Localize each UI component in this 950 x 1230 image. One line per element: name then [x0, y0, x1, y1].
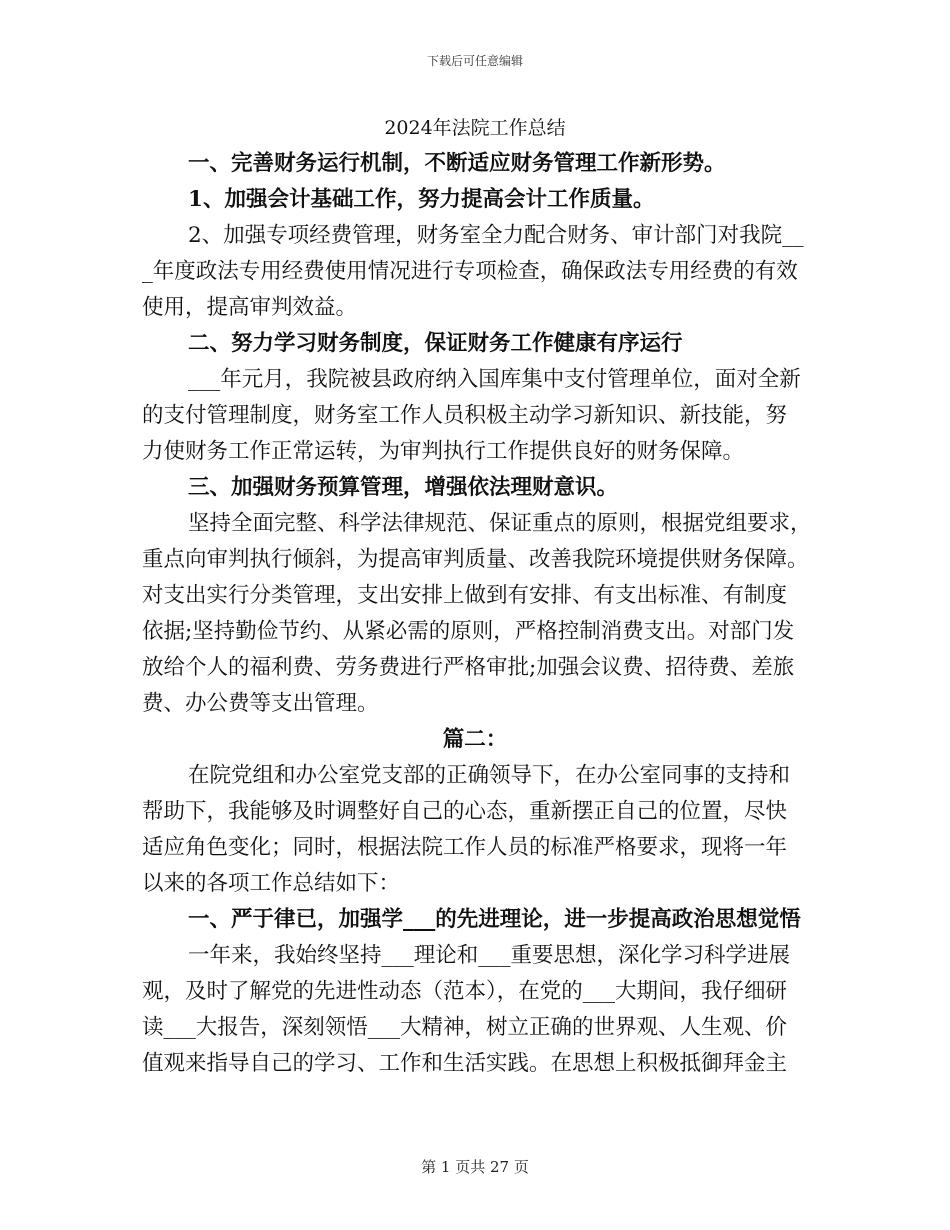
page-number: 第 1 页共 27 页 [421, 1158, 529, 1176]
paragraph-line: 重点向审判执行倾斜，为提高审判质量、改善我院环境提供财务保障。 [142, 547, 809, 572]
paragraph-line: 观，及时了解党的先进性动态（范本），在党的___大期间，我仔细研 [142, 979, 788, 1004]
paragraph-line: 读___大报告，深刻领悟___大精神，树立正确的世界观、人生观、价 [142, 1015, 788, 1040]
paragraph-line: 2、加强专项经费管理，财务室全力配合财务、审计部门对我院__ [188, 223, 804, 248]
paragraph-line: 一年来，我始终坚持___理论和___重要思想，深化学习科学进展 [188, 943, 791, 968]
section-heading-line: 三、加强财务预算管理，增强依法理财意识。 [188, 475, 619, 500]
paragraph-line: 力使财务工作正常运转，为审判执行工作提供良好的财务保障。 [142, 439, 745, 464]
paragraph-line: 依据;坚持勤俭节约、从紧必需的原则，严格控制消费支出。对部门发 [142, 619, 795, 644]
paragraph-line: 在院党组和办公室党支部的正确领导下，在办公室同事的支持和 [188, 763, 791, 788]
section-heading-line: 篇二： [442, 727, 508, 752]
document-body [142, 110, 812, 1082]
paragraph-line: 帮助下，我能够及时调整好自己的心态，重新摆正自己的位置，尽快 [142, 799, 788, 824]
paragraph-line: 适应角色变化；同时，根据法院工作人员的标准严格要求，现将一年 [142, 835, 788, 860]
paragraph-line: 对支出实行分类管理，支出安排上做到有安排、有支出标准、有制度 [142, 583, 788, 608]
section-heading-line: 一、严于律已，加强学___的先进理论，进一步提高政治思想觉悟 [188, 907, 801, 932]
document-title: 2024年法院工作总结 [384, 117, 566, 139]
page-header-note: 下载后可任意编辑 [426, 54, 523, 68]
section-heading-line: 一、完善财务运行机制，不断适应财务管理工作新形势。 [188, 151, 726, 176]
paragraph-line: 费、办公费等支出管理。 [142, 691, 379, 716]
paragraph-line: 放给个人的福利费、劳务费进行严格审批;加强会议费、招待费、差旅 [142, 655, 795, 680]
paragraph-line: 以来的各项工作总结如下： [142, 871, 401, 896]
paragraph-line: _年度政法专用经费使用情况进行专项检查，确保政法专用经费的有效 [142, 259, 798, 284]
document-lines [142, 146, 812, 1082]
section-heading-line: 1、加强会计基础工作，努力提高会计工作质量。 [188, 187, 655, 212]
paragraph-line: 的支付管理制度，财务室工作人员积极主动学习新知识、新技能，努 [142, 403, 788, 428]
paragraph-line: ___年元月，我院被县政府纳入国库集中支付管理单位，面对全新 [188, 367, 801, 392]
paragraph-line: 坚持全面完整、科学法律规范、保证重点的原则，根据党组要求， [188, 511, 812, 536]
section-heading-line: 二、努力学习财务制度，保证财务工作健康有序运行 [188, 331, 683, 356]
paragraph-line: 值观来指导自己的学习、工作和生活实践。在思想上积极抵御拜金主 [142, 1051, 788, 1076]
paragraph-line: 使用，提高审判效益。 [142, 295, 358, 320]
